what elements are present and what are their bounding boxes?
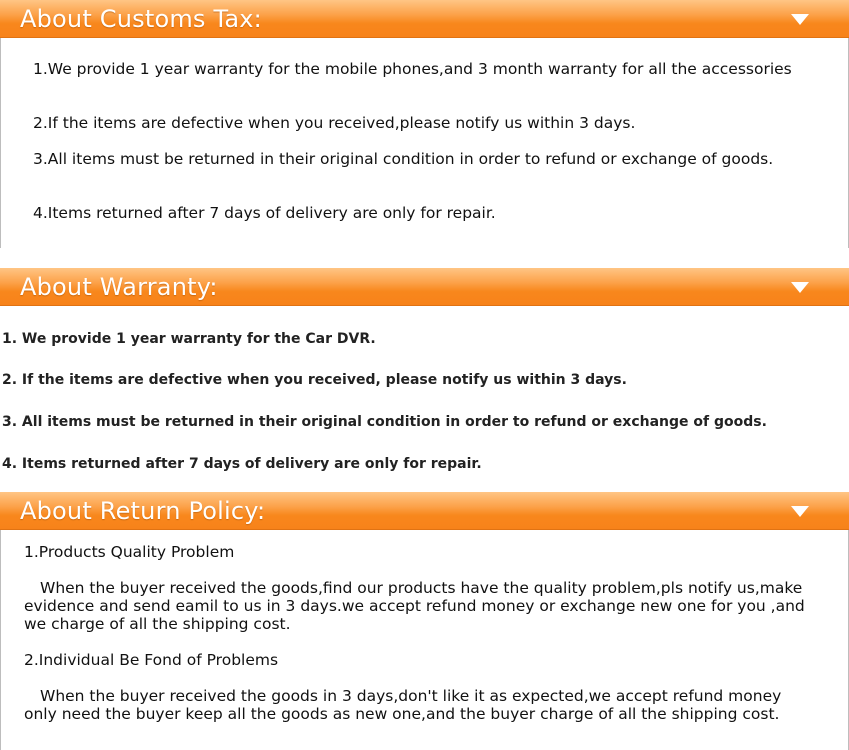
warranty-section [0, 268, 849, 478]
warranty-item-1: 1. We provide 1 year warranty for the Car DVR. [2, 331, 376, 347]
customs-item-3: 3.All items must be returned in their original condition in order to refund or exchange of goods. [33, 150, 774, 168]
warranty-banner[interactable] [0, 268, 849, 306]
chevron-down-icon[interactable] [791, 506, 809, 517]
customs-tax-section [0, 0, 849, 250]
chevron-down-icon[interactable] [791, 14, 809, 25]
return-policy-banner[interactable] [0, 492, 849, 530]
customs-item-4: 4.Items returned after 7 days of delivery are only for repair. [33, 204, 496, 222]
return-policy-title: About Return Policy: [20, 497, 266, 525]
warranty-item-3: 3. All items must be returned in their original condition in order to refund or exchange of goods. [2, 414, 767, 430]
return-text-2: When the buyer received the goods in 3 days,don't like it as expected,we accept refund money only need the buyer keep all the goods as new one,and the buyer charge of all the shipping cost. [24, 687, 782, 723]
customs-item-1: 1.We provide 1 year warranty for the mobile phones,and 3 month warranty for all the accessories [33, 60, 792, 78]
warranty-title: About Warranty: [20, 273, 218, 301]
customs-tax-banner[interactable] [0, 0, 849, 38]
return-policy-section [0, 492, 849, 750]
customs-tax-title: About Customs Tax: [20, 5, 262, 33]
return-heading-2: 2.Individual Be Fond of Problems [24, 651, 279, 669]
customs-item-2: 2.If the items are defective when you received,please notify us within 3 days. [33, 114, 636, 132]
warranty-item-4: 4. Items returned after 7 days of delivery are only for repair. [2, 456, 482, 472]
chevron-down-icon[interactable] [791, 282, 809, 293]
warranty-item-2: 2. If the items are defective when you received, please notify us within 3 days. [2, 372, 627, 388]
return-text-1: When the buyer received the goods,find our products have the quality problem,pls notify us,make evidence and send eamil to us in 3 days.we accept refund money or exchange new one for you ,and we charge of all the shipping cost. [24, 579, 805, 633]
return-heading-1: 1.Products Quality Problem [24, 543, 235, 561]
